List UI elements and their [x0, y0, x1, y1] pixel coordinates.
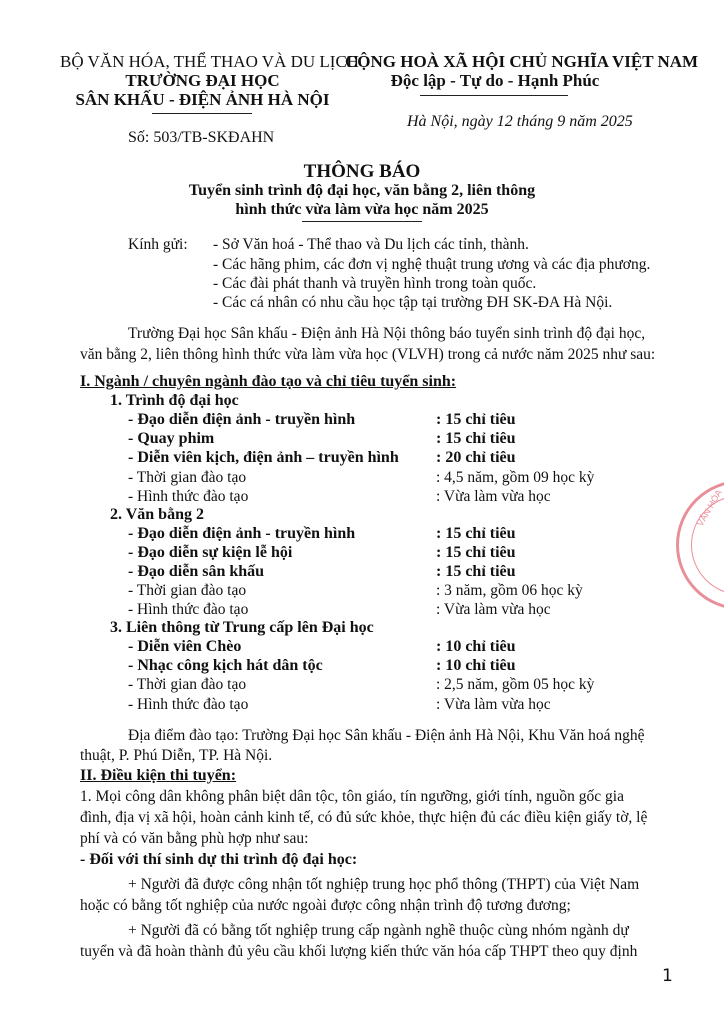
recipient-item: - Các đài phát thanh và truyền hình trong toàn quốc.	[213, 275, 537, 292]
info-label: - Thời gian đào tạo	[128, 469, 247, 486]
recipient-item: - Sở Văn hoá - Thể thao và Du lịch các tỉnh, thành.	[213, 236, 529, 253]
info-value: : Vừa làm vừa học	[436, 488, 551, 505]
header-right-rule	[420, 95, 568, 96]
document-title: THÔNG BÁO	[303, 161, 421, 182]
program-quota: : 10 chỉ tiêu	[436, 638, 516, 655]
program-label: - Diễn viên kịch, điện ảnh – truyền hình	[128, 449, 399, 466]
school-name-line2: SÂN KHẤU - ĐIỆN ẢNH HÀ NỘI	[75, 90, 330, 109]
title-rule	[302, 221, 422, 222]
paragraph-line: phí và có văn bằng phù hợp như sau:	[80, 830, 309, 847]
program-quota: : 15 chỉ tiêu	[436, 411, 516, 428]
program-label: - Diễn viên Chèo	[128, 638, 242, 655]
info-value: : Vừa làm vừa học	[436, 696, 551, 713]
info-label: - Hình thức đào tạo	[128, 696, 249, 713]
document-date: Hà Nội, ngày 12 tháng 9 năm 2025	[407, 113, 633, 130]
group-title: 2. Văn bằng 2	[110, 506, 204, 523]
paragraph-line: đình, địa vị xã hội, hoàn cảnh kinh tế, có đủ sức khỏe, thực hiện đủ các điều kiện giấy tờ, lệ	[80, 809, 648, 826]
program-quota: : 20 chỉ tiêu	[436, 449, 516, 466]
info-label: - Hình thức đào tạo	[128, 488, 249, 505]
info-label: - Hình thức đào tạo	[128, 601, 249, 618]
program-quota: : 10 chỉ tiêu	[436, 657, 516, 674]
header-left-rule	[152, 113, 252, 114]
sub-heading: - Đối với thí sinh dự thi trình độ đại học:	[80, 851, 358, 868]
program-label: - Nhạc công kịch hát dân tộc	[128, 657, 323, 674]
info-value: : Vừa làm vừa học	[436, 601, 551, 618]
intro-line: văn bằng 2, liên thông hình thức vừa làm vừa học (VLVH) trong cả nước năm 2025 như sau:	[80, 346, 656, 363]
recipients-label: Kính gửi:	[128, 236, 188, 253]
info-label: - Thời gian đào tạo	[128, 582, 247, 599]
document-number: Số: 503/TB-SKĐAHN	[128, 129, 275, 146]
program-label: - Đạo diễn sự kiện lễ hội	[128, 544, 293, 561]
national-motto: Độc lập - Tự do - Hạnh Phúc	[390, 71, 600, 90]
paragraph-line: tuyển và đã hoàn thành đủ yêu cầu khối lượng kiến thức văn hóa cấp THPT theo quy định	[80, 943, 638, 960]
school-name-line1: TRƯỜNG ĐẠI HỌC	[125, 71, 280, 90]
program-label: - Đạo diễn sân khấu	[128, 563, 265, 580]
recipient-item: - Các hãng phim, các đơn vị nghệ thuật trung ương và các địa phương.	[213, 256, 651, 273]
program-quota: : 15 chỉ tiêu	[436, 563, 516, 580]
training-location: Địa điểm đào tạo: Trường Đại học Sân khấu - Điện ảnh Hà Nội, Khu Văn hoá nghệ	[128, 727, 645, 744]
program-label: - Đạo diễn điện ảnh - truyền hình	[128, 525, 356, 542]
ministry-name: BỘ VĂN HÓA, THỂ THAO VÀ DU LỊCH	[60, 52, 360, 71]
info-value: : 2,5 năm, gồm 05 học kỳ	[436, 676, 595, 693]
seal-stamp	[676, 480, 724, 610]
info-value: : 3 năm, gồm 06 học kỳ	[436, 582, 583, 599]
program-quota: : 15 chỉ tiêu	[436, 430, 516, 447]
page-number: 1	[662, 966, 673, 986]
info-label: - Thời gian đào tạo	[128, 676, 247, 693]
intro-line: Trường Đại học Sân khấu - Điện ảnh Hà Nội thông báo tuyển sinh trình độ đại học,	[128, 325, 646, 342]
paragraph-line: + Người đã có bằng tốt nghiệp trung cấp ngành nghề thuộc cùng nhóm ngành dự	[128, 922, 629, 939]
document-subtitle-line2: hình thức vừa làm vừa học năm 2025	[235, 201, 489, 218]
document-subtitle-line1: Tuyển sinh trình độ đại học, văn bằng 2, liên thông	[188, 182, 536, 199]
section-1-heading: I. Ngành / chuyên ngành đào tạo và chỉ tiêu tuyển sinh:	[80, 373, 457, 390]
program-label: - Quay phim	[128, 430, 215, 447]
paragraph-line: + Người đã được công nhận tốt nghiệp trung học phổ thông (THPT) của Việt Nam	[128, 876, 640, 893]
republic-name: CỘNG HOÀ XÃ HỘI CHỦ NGHĨA VIỆT NAM	[345, 52, 699, 71]
program-quota: : 15 chỉ tiêu	[436, 544, 516, 561]
stamp-text: VĂN HÓA	[695, 487, 724, 528]
paragraph-line: 1. Mọi công dân không phân biệt dân tộc, tôn giáo, tín ngưỡng, giới tính, nguồn gốc gia	[80, 788, 624, 805]
info-value: : 4,5 năm, gồm 09 học kỳ	[436, 469, 595, 486]
paragraph-line: hoặc có bằng tốt nghiệp của nước ngoài được công nhận trình độ tương đương;	[80, 897, 571, 914]
training-location: thuật, P. Phú Diễn, TP. Hà Nội.	[80, 747, 273, 764]
group-title: 3. Liên thông từ Trung cấp lên Đại học	[110, 619, 374, 636]
program-label: - Đạo diễn điện ảnh - truyền hình	[128, 411, 356, 428]
program-quota: : 15 chỉ tiêu	[436, 525, 516, 542]
section-2-heading: II. Điều kiện thi tuyển:	[80, 767, 237, 784]
recipient-item: - Các cá nhân có nhu cầu học tập tại trường ĐH SK-ĐA Hà Nội.	[213, 294, 613, 311]
group-title: 1. Trình độ đại học	[110, 392, 239, 409]
